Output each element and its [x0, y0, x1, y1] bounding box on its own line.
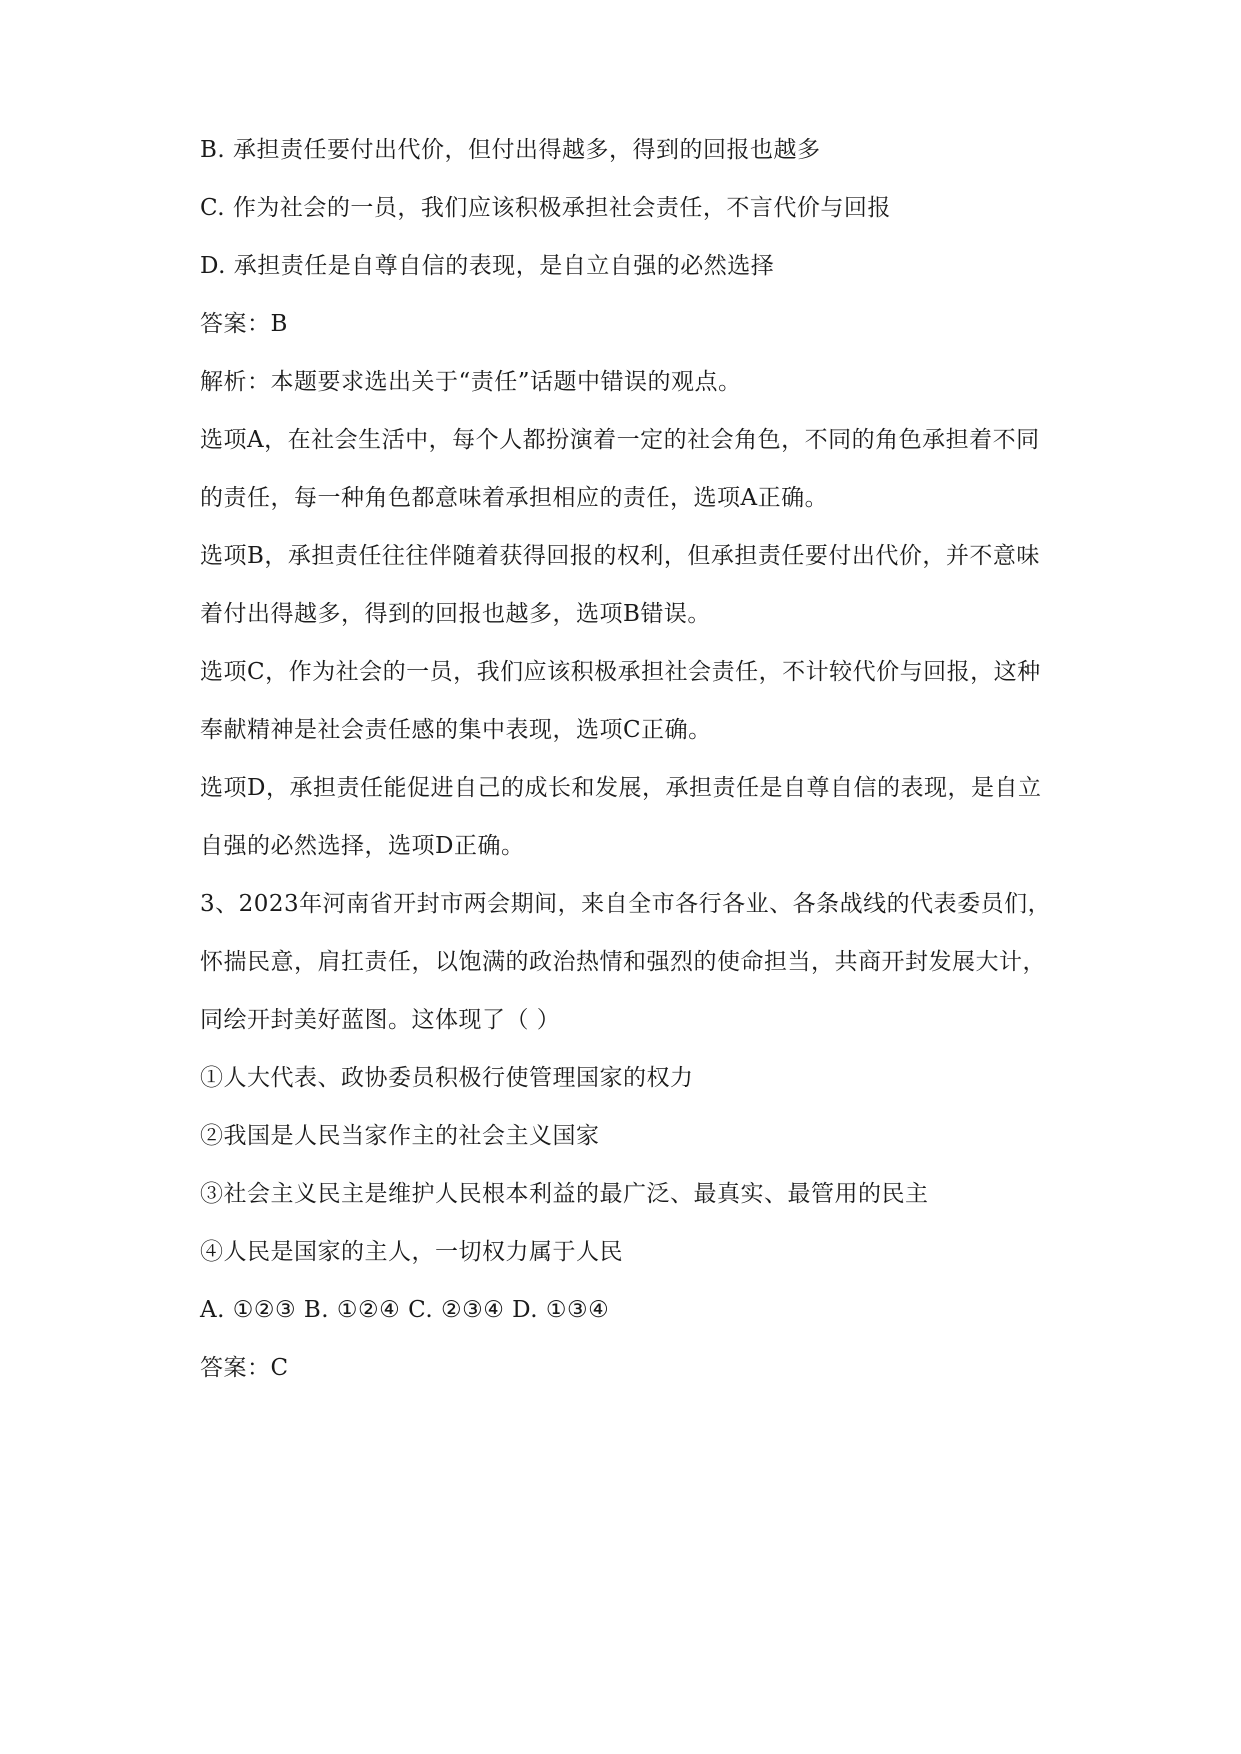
- q2-analysis-b-line2: 着付出得越多，得到的回报也越多，选项B错误。: [200, 601, 711, 627]
- q3-choices: A. ①②③ B. ①②④ C. ②③④ D. ①③④: [200, 1297, 610, 1323]
- q2-option-d: D. 承担责任是自尊自信的表现，是自立自强的必然选择: [200, 253, 775, 279]
- q3-stem-line2: 怀揣民意，肩扛责任，以饱满的政治热情和强烈的使命担当，共商开封发展大计，: [200, 949, 1046, 975]
- q2-analysis-b-line1: 选项B，承担责任往往伴随着获得回报的权利，但承担责任要付出代价，并不意味: [200, 543, 1040, 569]
- q2-analysis-c-line2: 奉献精神是社会责任感的集中表现，选项C正确。: [200, 717, 712, 743]
- q3-answer: 答案：C: [200, 1355, 289, 1381]
- q2-option-c: C. 作为社会的一员，我们应该积极承担社会责任，不言代价与回报: [200, 195, 891, 221]
- q2-analysis-d-line1: 选项D，承担责任能促进自己的成长和发展，承担责任是自尊自信的表现，是自立: [200, 775, 1042, 801]
- q2-analysis-c-line1: 选项C，作为社会的一员，我们应该积极承担社会责任，不计较代价与回报，这种: [200, 659, 1041, 685]
- q3-item-4: ④人民是国家的主人，一切权力属于人民: [200, 1239, 623, 1265]
- q3-stem-line3: 同绘开封美好蓝图。这体现了（ ）: [200, 1007, 561, 1033]
- q2-analysis-a-line2: 的责任，每一种角色都意味着承担相应的责任，选项A正确。: [200, 485, 829, 511]
- q2-analysis-a-line1: 选项A，在社会生活中，每个人都扮演着一定的社会角色，不同的角色承担着不同: [200, 427, 1040, 453]
- q2-analysis-d-line2: 自强的必然选择，选项D正确。: [200, 833, 525, 859]
- q3-item-2: ②我国是人民当家作主的社会主义国家: [200, 1123, 600, 1149]
- q2-analysis-intro: 解析：本题要求选出关于“责任”话题中错误的观点。: [200, 369, 742, 395]
- q3-item-1: ①人大代表、政协委员积极行使管理国家的权力: [200, 1065, 694, 1091]
- q2-answer: 答案：B: [200, 311, 288, 337]
- q3-item-3: ③社会主义民主是维护人民根本利益的最广泛、最真实、最管用的民主: [200, 1181, 929, 1207]
- q3-stem-line1: 3、2023年河南省开封市两会期间，来自全市各行各业、各条战线的代表委员们，: [200, 891, 1052, 917]
- q2-option-b: B. 承担责任要付出代价，但付出得越多，得到的回报也越多: [200, 137, 821, 163]
